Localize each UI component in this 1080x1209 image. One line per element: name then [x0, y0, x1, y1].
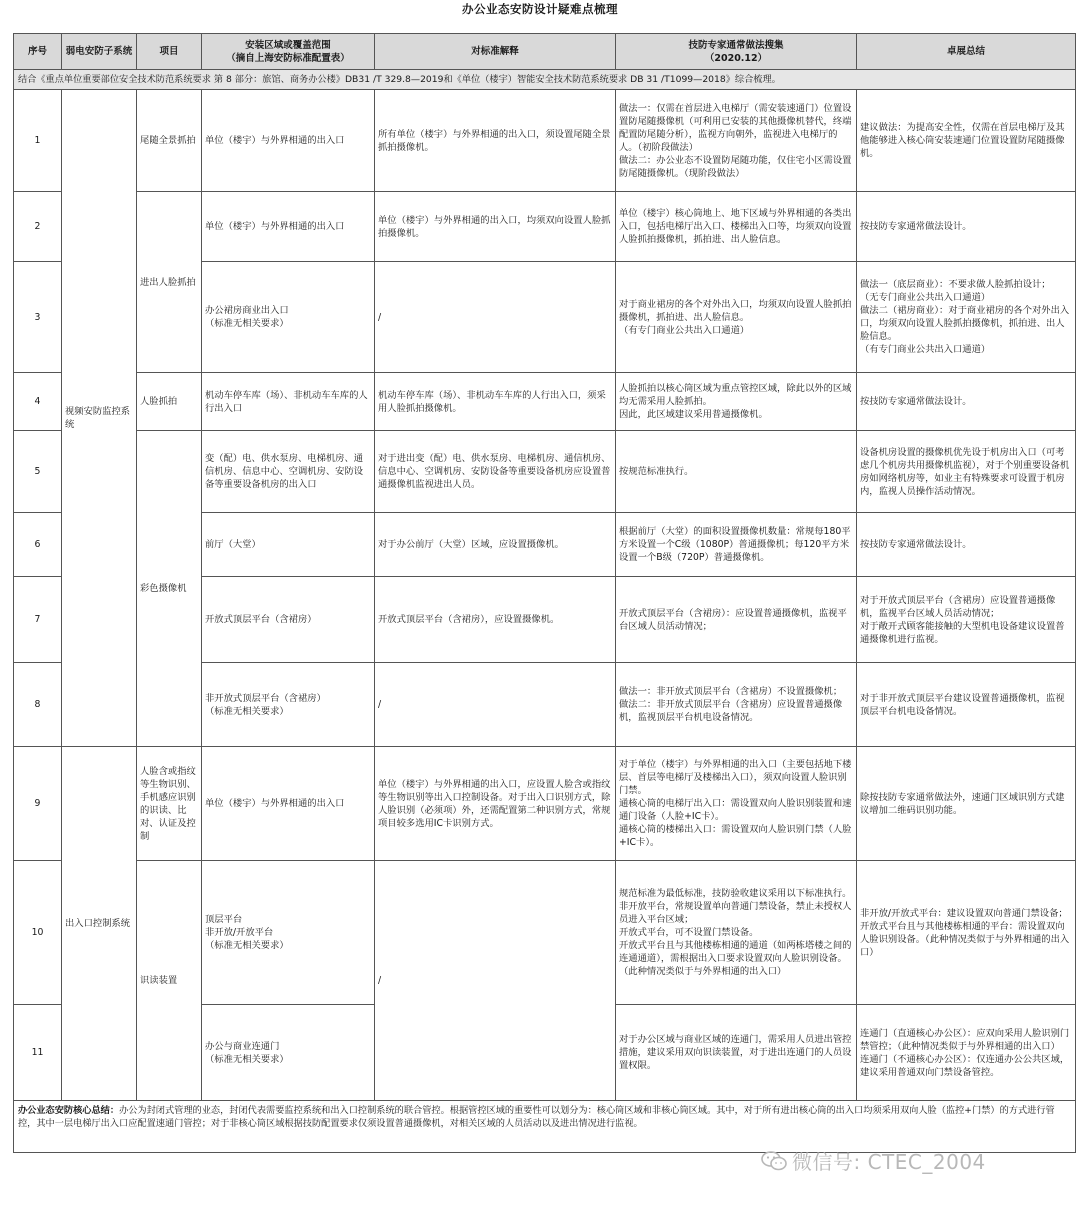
row-summary: 连通门（直通核心办公区）：应双向采用人脸识别门禁管控；（此种情况类似于与外界相通的出入口） 连通门（不通核心办公区）：仅连通办公公共区域，建议采用普通双向门禁设备管控。 — [857, 1005, 1076, 1101]
row-area: 非开放式顶层平台（含裙房） （标准无相关要求） — [202, 663, 375, 747]
row-area: 单位（楼宇）与外界相通的出入口 — [202, 747, 375, 861]
row-seq: 8 — [14, 663, 62, 747]
row-area: 顶层平台 非开放/开放平台 （标准无相关要求） — [202, 861, 375, 1005]
row-practice: 人脸抓拍以核心筒区域为重点管控区域，除此以外的区域均无需采用人脸抓拍。 因此，此区域建议采用普通摄像机。 — [616, 373, 857, 431]
item-face: 人脸抓拍 — [137, 373, 202, 431]
table-row — [14, 373, 1076, 431]
row-practice: 规范标准为最低标准，技防验收建议采用以下标准执行。 非开放平台，常规设置单向普通门禁设备，禁止未授权人员进入平台区域； 开放式平台，可不设置门禁设备。 开放式平台且与其他楼栋相通的通道（如两栋塔楼之间的连通通道），需根据出入口要求设置双向人脸识别设备。（此种情况类似于与外界相通的出入口） — [616, 861, 857, 1005]
row-seq: 6 — [14, 513, 62, 577]
row-standard: 单位（楼宇）与外界相通的出入口，应设置人脸含或指纹等生物识别等出入口控制设备。对于出入口识别方式，除人脸识别（必须项）外，还需配置第二种识别方式，常规项目较多选用IC卡识别方式。 — [375, 747, 616, 861]
row-standard: 单位（楼宇）与外界相通的出入口，均须双向设置人脸抓拍摄像机。 — [375, 192, 616, 262]
row-area: 开放式顶层平台（含裙房） — [202, 577, 375, 663]
table-row — [14, 861, 1076, 1005]
row-seq: 3 — [14, 262, 62, 373]
table-row — [14, 192, 1076, 262]
row-area: 单位（楼宇）与外界相通的出入口 — [202, 192, 375, 262]
system-access: 出入口控制系统 — [62, 747, 137, 1101]
watermark-text: 微信号: CTEC_2004 — [792, 1150, 986, 1174]
row-area: 前厅（大堂） — [202, 513, 375, 577]
row-practice: 对于办公区域与商业区域的连通门，需采用人员进出管控措施，建议采用双向识读装置，对于进出连通门的人员设置权限。 — [616, 1005, 857, 1101]
item-bio: 人脸含或指纹等生物识别、手机感应识别的识读、比对、认证及控制 — [137, 747, 202, 861]
document-title: 办公业态安防设计疑难点梳理 — [462, 2, 618, 16]
row-standard: 所有单位（楼宇）与外界相通的出入口，须设置尾随全景抓拍摄像机。 — [375, 90, 616, 192]
table-header-row — [14, 34, 1076, 70]
row-summary: 非开放/开放式平台：建议设置双向普通门禁设备； 开放式平台且与其他楼栋相通的平台：需设置双向人脸识别设备。（此种情况类似于与外界相通的出入口） — [857, 861, 1076, 1005]
row-area: 办公与商业连通门 （标准无相关要求） — [202, 1005, 375, 1101]
row-practice: 做法一：非开放式顶层平台（含裙房）不设置摄像机； 做法二：非开放式顶层平台（含裙房）应设置普通摄像机，监视顶层平台机电设备情况。 — [616, 663, 857, 747]
row-summary: 按技防专家通常做法设计。 — [857, 192, 1076, 262]
row-summary: 按技防专家通常做法设计。 — [857, 373, 1076, 431]
row-seq: 4 — [14, 373, 62, 431]
core-summary-row — [14, 1101, 1076, 1153]
table-row — [14, 431, 1076, 513]
row-standard: / — [375, 663, 616, 747]
row-seq: 2 — [14, 192, 62, 262]
row-summary: 设备机房设置的摄像机优先设于机房出入口（可考虑几个机房共用摄像机监视），对于个别重要设备机房如网络机房等，如业主有特殊要求可设置于机房内，监视人员操作活动情况。 — [857, 431, 1076, 513]
row-standard: 对于办公前厅（大堂）区域，应设置摄像机。 — [375, 513, 616, 577]
row-practice: 对于单位（楼宇）与外界相通的出入口（主要包括地下楼层、首层等电梯厅及楼梯出入口），须双向设置人脸识别门禁。 通核心筒的电梯厅出入口：需设置双向人脸识别装置和速通门设备（人脸+IC卡）。 通核心筒的楼梯出入口：需设置双向人脸识别门禁（人脸+IC卡）。 — [616, 747, 857, 861]
row-seq: 5 — [14, 431, 62, 513]
header-system: 弱电安防子系统 — [62, 34, 137, 70]
basis-text: 结合《重点单位重要部位安全技术防范系统要求 第 8 部分：旅馆、商务办公楼》DB31 /T 329.8—2019和《单位（楼宇）智能安全技术防范系统要求 DB 31 /T1099—2018》综合梳理。 — [14, 70, 1076, 90]
core-summary-label: 办公业态安防核心总结： — [18, 1105, 120, 1116]
row-summary: 对于非开放式顶层平台建议设置普通摄像机，监视顶层平台机电设备情况。 — [857, 663, 1076, 747]
row-seq: 9 — [14, 747, 62, 861]
table-row — [14, 90, 1076, 192]
row-summary: 按技防专家通常做法设计。 — [857, 513, 1076, 577]
row-seq: 1 — [14, 90, 62, 192]
row-standard: / — [375, 861, 616, 1101]
wechat-logo-icon — [760, 1150, 788, 1172]
row-area: 变（配）电、供水泵房、电梯机房、通信机房、信息中心、空调机房、安防设备等重要设备机房的出入口 — [202, 431, 375, 513]
row-summary: 建议做法：为提高安全性，仅需在首层电梯厅及其他能够进入核心筒安装速通门位置设置防尾随摄像机。 — [857, 90, 1076, 192]
header-practice: 技防专家通常做法搜集 （2020.12） — [616, 34, 857, 70]
row-practice: 单位（楼宇）核心筒地上、地下区域与外界相通的各类出入口，包括电梯厅出入口、楼梯出入口等，均须双向设置人脸抓拍摄像机，抓拍进、出人脸信息。 — [616, 192, 857, 262]
row-standard: 开放式顶层平台（含裙房），应设置摄像机。 — [375, 577, 616, 663]
row-standard: 机动车停车库（场）、非机动车车库的人行出入口，须采用人脸抓拍摄像机。 — [375, 373, 616, 431]
row-summary: 对于开放式顶层平台（含裙房）应设置普通摄像机，监视平台区域人员活动情况； 对于敞开式顾客能接触的大型机电设备建议设置普通摄像机进行监视。 — [857, 577, 1076, 663]
basis-row — [14, 70, 1076, 90]
row-practice: 做法一：仅需在首层进入电梯厅（需安装速通门）位置设置防尾随摄像机（可利用已安装的其他摄像机替代，终端配置防尾随分析），监视方向朝外，监视进入电梯厅的人。（初阶段做法） 做法二：办公业态不设置防尾随功能，仅住宅小区需设置防尾随摄像机。（现阶段做法） — [616, 90, 857, 192]
item-tail: 尾随全景抓拍 — [137, 90, 202, 192]
security-design-table — [13, 33, 1076, 1153]
row-seq: 10 — [14, 861, 62, 1005]
row-practice: 按规范标准执行。 — [616, 431, 857, 513]
row-summary: 做法一（底层商业）：不要求做人脸抓拍设计； （无专门商业公共出入口通道） 做法二（裙房商业）：对于商业裙房的各个对外出入口，均须双向设置人脸抓拍摄像机，抓拍进、出人脸信息。 （有专门商业公共出入口通道） — [857, 262, 1076, 373]
row-practice: 开放式顶层平台（含裙房）：应设置普通摄像机，监视平台区域人员活动情况； — [616, 577, 857, 663]
row-seq: 7 — [14, 577, 62, 663]
header-area: 安装区域或覆盖范围 （摘自上海安防标准配置表） — [202, 34, 375, 70]
row-practice: 对于商业裙房的各个对外出入口，均须双向设置人脸抓拍摄像机，抓拍进、出人脸信息。 （有专门商业公共出入口通道） — [616, 262, 857, 373]
item-reader: 识读装置 — [137, 861, 202, 1101]
row-standard: / — [375, 262, 616, 373]
table-row — [14, 747, 1076, 861]
row-summary: 除按技防专家通常做法外，速通门区域识别方式建议增加二维码识别功能。 — [857, 747, 1076, 861]
row-standard: 对于进出变（配）电、供水泵房、电梯机房、通信机房、信息中心、空调机房、安防设备等重要设备机房应设置普通摄像机监视进出人员。 — [375, 431, 616, 513]
system-video: 视频安防监控系统 — [62, 90, 137, 747]
item-face-in-out: 进出人脸抓拍 — [137, 192, 202, 373]
row-practice: 根据前厅（大堂）的面积设置摄像机数量：常规每180平方米设置一个C级（1080P）普通摄像机；每120平方米设置一个B级（720P）普通摄像机。 — [616, 513, 857, 577]
row-seq: 11 — [14, 1005, 62, 1101]
row-area: 机动车停车库（场）、非机动车车库的人行出入口 — [202, 373, 375, 431]
header-seq: 序号 — [14, 34, 62, 70]
header-item: 项目 — [137, 34, 202, 70]
header-standard: 对标准解释 — [375, 34, 616, 70]
header-summary: 卓展总结 — [857, 34, 1076, 70]
core-summary-text: 办公为封闭式管理的业态，封闭代表需要监控系统和出入口控制系统的联合管控。根据管控区域的重要性可以划分为：核心筒区域和非核心筒区域。其中，对于所有进出核心筒的出入口均须采用双向人脸（监控+门禁）的方式进行管控，其中一层电梯厅出入口应配置速通门管控；对于非核心筒区域根据技防配置要求仅须设置普通摄像机，对相关区域的人员活动以及进出情况进行监视。 — [18, 1105, 1055, 1129]
row-area: 办公裙房商业出入口 （标准无相关要求） — [202, 262, 375, 373]
item-color-cam: 彩色摄像机 — [137, 431, 202, 747]
row-area: 单位（楼宇）与外界相通的出入口 — [202, 90, 375, 192]
core-summary — [14, 1101, 1076, 1153]
watermark — [760, 1146, 986, 1175]
